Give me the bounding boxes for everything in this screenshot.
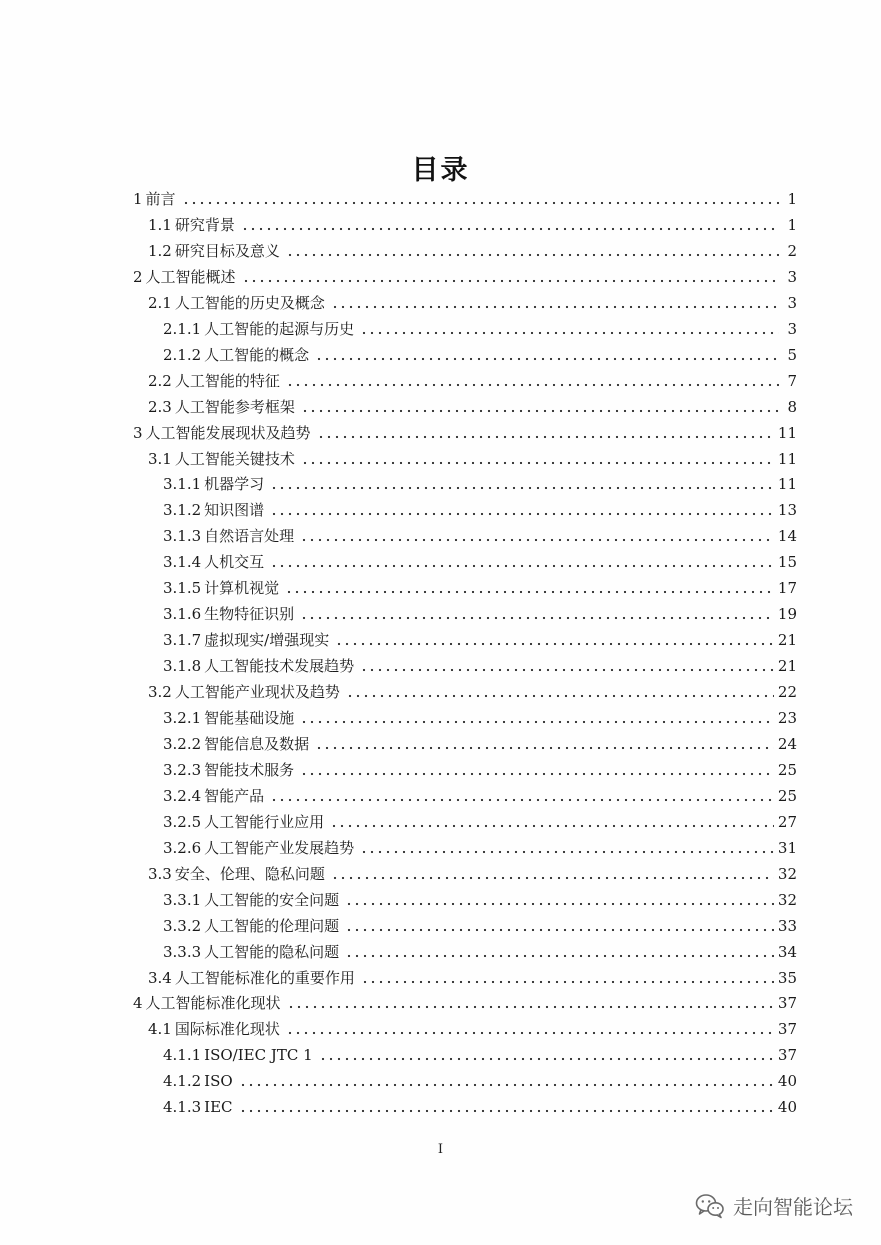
toc-entry-number: 3.4 bbox=[148, 969, 172, 987]
toc-entry[interactable] bbox=[163, 499, 797, 521]
toc-entry-number: 4.1.3 bbox=[163, 1098, 202, 1116]
toc-entry-page: 32 bbox=[777, 891, 797, 909]
toc-entry-title: 人工智能的伦理问题 bbox=[204, 917, 340, 935]
toc-entry-page: 14 bbox=[777, 527, 797, 545]
toc-entry-number: 3.1.4 bbox=[163, 553, 202, 571]
toc-entry-number: 1.2 bbox=[148, 242, 172, 260]
toc-dot-leader bbox=[300, 538, 774, 542]
toc-entry-page: 25 bbox=[777, 761, 797, 779]
toc-entry-number: 1 bbox=[133, 190, 143, 208]
toc-entry-title: 人机交互 bbox=[204, 553, 265, 571]
toc-entry-number: 3.1 bbox=[148, 450, 172, 468]
toc-dot-leader bbox=[300, 772, 774, 776]
toc-entry-page: 3 bbox=[787, 320, 797, 338]
toc-entry-title: 人工智能技术发展趋势 bbox=[204, 657, 355, 675]
toc-entry[interactable] bbox=[133, 992, 797, 1014]
toc-entry-page: 22 bbox=[777, 683, 797, 701]
toc-entry-number: 3.1.8 bbox=[163, 657, 202, 675]
toc-entry-title: 人工智能产业现状及趋势 bbox=[174, 683, 340, 701]
toc-entry-number: 2.3 bbox=[148, 398, 172, 416]
toc-entry[interactable] bbox=[163, 473, 797, 495]
toc-entry-number: 3 bbox=[133, 424, 143, 442]
toc-dot-leader bbox=[270, 512, 774, 516]
toc-entry-title: 人工智能标准化的重要作用 bbox=[174, 969, 355, 987]
toc-entry[interactable] bbox=[133, 188, 797, 210]
toc-entry-page: 13 bbox=[777, 501, 797, 519]
toc-entry-number: 2.1.1 bbox=[163, 320, 202, 338]
toc-entry-title: 虚拟现实/增强现实 bbox=[204, 631, 330, 649]
toc-entry-title: 生物特征识别 bbox=[204, 605, 295, 623]
toc-entry-number: 3.3.2 bbox=[163, 917, 202, 935]
toc-entry[interactable] bbox=[163, 655, 797, 677]
toc-entry-page: 32 bbox=[777, 865, 797, 883]
toc-dot-leader bbox=[360, 850, 774, 854]
toc-entry[interactable] bbox=[148, 681, 797, 703]
toc-entry[interactable] bbox=[163, 603, 797, 625]
toc-entry-page: 19 bbox=[777, 605, 797, 623]
toc-dot-leader bbox=[300, 720, 774, 724]
toc-entry[interactable] bbox=[163, 889, 797, 911]
toc-entry-title: 人工智能概述 bbox=[145, 268, 236, 286]
toc-entry-number: 3.1.2 bbox=[163, 501, 202, 519]
toc-entry-number: 2.1 bbox=[148, 294, 172, 312]
toc-entry-title: IEC bbox=[204, 1098, 233, 1116]
toc-entry-title: 人工智能的概念 bbox=[204, 346, 310, 364]
toc-entry-title: 计算机视觉 bbox=[204, 579, 280, 597]
toc-entry-number: 3.1.6 bbox=[163, 605, 202, 623]
toc-entry-page: 21 bbox=[777, 631, 797, 649]
toc-entry[interactable] bbox=[163, 344, 797, 366]
toc-entry[interactable] bbox=[148, 214, 797, 236]
toc-entry[interactable] bbox=[163, 1096, 797, 1118]
toc-entry[interactable] bbox=[163, 629, 797, 651]
toc-entry-title: ISO bbox=[204, 1072, 233, 1090]
toc-entry-title: 智能基础设施 bbox=[204, 709, 295, 727]
toc-dot-leader bbox=[270, 798, 774, 802]
toc-entry-title: 前言 bbox=[145, 190, 176, 208]
toc-dot-leader bbox=[270, 564, 774, 568]
toc-entry-page: 1 bbox=[787, 190, 797, 208]
toc-dot-leader bbox=[270, 486, 774, 490]
toc-entry-number: 3.3.1 bbox=[163, 891, 202, 909]
toc-entry-number: 3.2.5 bbox=[163, 813, 202, 831]
toc-dot-leader bbox=[286, 1031, 774, 1035]
toc-entry-number: 3.2 bbox=[148, 683, 172, 701]
toc-entry-number: 2 bbox=[133, 268, 143, 286]
toc-entry[interactable] bbox=[148, 240, 797, 262]
toc-entry-title: 国际标准化现状 bbox=[174, 1020, 280, 1038]
watermark-text: 走向智能论坛 bbox=[733, 1195, 853, 1219]
toc-entry-page: 11 bbox=[777, 450, 797, 468]
toc-entry-page: 11 bbox=[777, 475, 797, 493]
toc-entry-title: 研究背景 bbox=[174, 216, 235, 234]
toc-entry-number: 2.1.2 bbox=[163, 346, 202, 364]
toc-entry-number: 1.1 bbox=[148, 216, 172, 234]
toc-dot-leader bbox=[331, 305, 779, 309]
toc-entry[interactable] bbox=[148, 292, 797, 314]
toc-entry-page: 3 bbox=[787, 268, 797, 286]
toc-entry-page: 21 bbox=[777, 657, 797, 675]
toc-entry-page: 37 bbox=[777, 1046, 797, 1064]
toc-entry-title: 研究目标及意义 bbox=[174, 242, 280, 260]
toc-entry-number: 3.1.5 bbox=[163, 579, 202, 597]
toc-entry-title: 人工智能的特征 bbox=[174, 372, 280, 390]
toc-entry-page: 24 bbox=[777, 735, 797, 753]
toc-entry[interactable] bbox=[163, 707, 797, 729]
toc-entry-title: 人工智能的起源与历史 bbox=[204, 320, 355, 338]
toc-entry[interactable] bbox=[163, 525, 797, 547]
toc-dot-leader bbox=[345, 954, 774, 958]
toc-dot-leader bbox=[242, 279, 779, 283]
toc-entry[interactable] bbox=[163, 1070, 797, 1092]
toc-entry[interactable] bbox=[163, 811, 797, 833]
toc-entry[interactable] bbox=[163, 837, 797, 859]
toc-entry-title: 自然语言处理 bbox=[204, 527, 295, 545]
toc-entry-number: 3.2.3 bbox=[163, 761, 202, 779]
toc-entry-page: 1 bbox=[787, 216, 797, 234]
toc-dot-leader bbox=[287, 1005, 774, 1009]
toc-entry[interactable] bbox=[148, 448, 797, 470]
toc-dot-leader bbox=[360, 331, 779, 335]
toc-entry-title: ISO/IEC JTC 1 bbox=[204, 1046, 313, 1064]
toc-entry-title: 人工智能发展现状及趋势 bbox=[145, 424, 311, 442]
toc-dot-leader bbox=[286, 383, 779, 387]
toc-entry-title: 人工智能产业发展趋势 bbox=[204, 839, 355, 857]
toc-entry-title: 人工智能的安全问题 bbox=[204, 891, 340, 909]
toc-entry-page: 27 bbox=[777, 813, 797, 831]
toc-entry-page: 31 bbox=[777, 839, 797, 857]
toc-entry-title: 人工智能参考框架 bbox=[174, 398, 295, 416]
toc-entry-number: 3.3 bbox=[148, 865, 172, 883]
toc-entry-title: 智能信息及数据 bbox=[204, 735, 310, 753]
toc-entry-page: 7 bbox=[787, 372, 797, 390]
toc-entry[interactable] bbox=[163, 759, 797, 781]
toc-entry-number: 4.1.2 bbox=[163, 1072, 202, 1090]
toc-entry-page: 35 bbox=[777, 969, 797, 987]
toc-dot-leader bbox=[360, 668, 774, 672]
toc-entry[interactable] bbox=[163, 1044, 797, 1066]
toc-entry[interactable] bbox=[163, 733, 797, 755]
toc-entry-page: 8 bbox=[787, 398, 797, 416]
toc-entry-page: 33 bbox=[777, 917, 797, 935]
toc-entry-title: 机器学习 bbox=[204, 475, 265, 493]
toc-entry-page: 3 bbox=[787, 294, 797, 312]
toc-dot-leader bbox=[300, 616, 774, 620]
toc-entry-number: 2.2 bbox=[148, 372, 172, 390]
toc-entry-page: 5 bbox=[787, 346, 797, 364]
toc-entry-title: 知识图谱 bbox=[204, 501, 265, 519]
toc-entry-number: 4 bbox=[133, 994, 143, 1012]
toc-entry[interactable] bbox=[163, 941, 797, 963]
toc-entry[interactable] bbox=[133, 266, 797, 288]
toc-entry-page: 37 bbox=[777, 994, 797, 1012]
page-number: I bbox=[437, 1142, 444, 1157]
toc-dot-leader bbox=[241, 227, 779, 231]
toc-entry-number: 3.3.3 bbox=[163, 943, 202, 961]
toc-dot-leader bbox=[315, 357, 779, 361]
toc-entry-number: 3.1.7 bbox=[163, 631, 202, 649]
toc-entry-page: 25 bbox=[777, 787, 797, 805]
toc-entry-title: 人工智能行业应用 bbox=[204, 813, 325, 831]
toc-entry-title: 安全、伦理、隐私问题 bbox=[174, 865, 325, 883]
toc-entry-title: 人工智能关键技术 bbox=[174, 450, 295, 468]
toc-entry[interactable] bbox=[163, 785, 797, 807]
toc-dot-leader bbox=[361, 980, 774, 984]
toc-dot-leader bbox=[317, 435, 774, 439]
toc-dot-leader bbox=[285, 590, 774, 594]
toc-entry-page: 15 bbox=[777, 553, 797, 571]
toc-entry[interactable] bbox=[133, 422, 797, 444]
toc-dot-leader bbox=[286, 253, 779, 257]
toc-dot-leader bbox=[301, 409, 779, 413]
toc-dot-leader bbox=[319, 1057, 774, 1061]
wechat-icon bbox=[695, 1193, 725, 1219]
toc-entry-page: 37 bbox=[777, 1020, 797, 1038]
page-title: 目录 bbox=[411, 155, 470, 186]
toc-dot-leader bbox=[335, 642, 774, 646]
toc-dot-leader bbox=[239, 1109, 774, 1113]
toc-entry[interactable] bbox=[148, 1018, 797, 1040]
toc-entry[interactable] bbox=[163, 318, 797, 340]
toc-dot-leader bbox=[182, 201, 779, 205]
toc-dot-leader bbox=[239, 1083, 774, 1087]
toc-entry-page: 2 bbox=[787, 242, 797, 260]
toc-dot-leader bbox=[345, 928, 774, 932]
toc-entry-page: 40 bbox=[777, 1072, 797, 1090]
toc-dot-leader bbox=[331, 876, 774, 880]
toc-entry[interactable] bbox=[163, 915, 797, 937]
toc-entry-number: 3.2.2 bbox=[163, 735, 202, 753]
toc-entry[interactable] bbox=[148, 967, 797, 989]
toc-dot-leader bbox=[345, 902, 774, 906]
toc-entry-title: 人工智能的历史及概念 bbox=[174, 294, 325, 312]
toc-entry-number: 4.1 bbox=[148, 1020, 172, 1038]
toc-entry-title: 智能产品 bbox=[204, 787, 265, 805]
toc-entry-title: 智能技术服务 bbox=[204, 761, 295, 779]
toc-entry[interactable] bbox=[148, 370, 797, 392]
toc-entry[interactable] bbox=[163, 577, 797, 599]
toc-entry-number: 3.2.6 bbox=[163, 839, 202, 857]
toc-entry[interactable] bbox=[148, 396, 797, 418]
toc-dot-leader bbox=[301, 461, 774, 465]
toc-entry-title: 人工智能的隐私问题 bbox=[204, 943, 340, 961]
toc-entry-page: 40 bbox=[777, 1098, 797, 1116]
toc-entry-number: 3.2.1 bbox=[163, 709, 202, 727]
toc-entry-page: 23 bbox=[777, 709, 797, 727]
toc-entry-title: 人工智能标准化现状 bbox=[145, 994, 281, 1012]
toc-dot-leader bbox=[330, 824, 774, 828]
toc-entry-page: 11 bbox=[777, 424, 797, 442]
toc-entry-number: 4.1.1 bbox=[163, 1046, 202, 1064]
toc-entry-page: 34 bbox=[777, 943, 797, 961]
watermark bbox=[695, 1191, 853, 1220]
toc-entry-page: 17 bbox=[777, 579, 797, 597]
toc-dot-leader bbox=[315, 746, 774, 750]
toc-entry[interactable] bbox=[163, 551, 797, 573]
toc-entry-number: 3.2.4 bbox=[163, 787, 202, 805]
toc-entry-number: 3.1.3 bbox=[163, 527, 202, 545]
toc-entry-number: 3.1.1 bbox=[163, 475, 202, 493]
toc-dot-leader bbox=[346, 694, 774, 698]
toc-entry[interactable] bbox=[148, 863, 797, 885]
